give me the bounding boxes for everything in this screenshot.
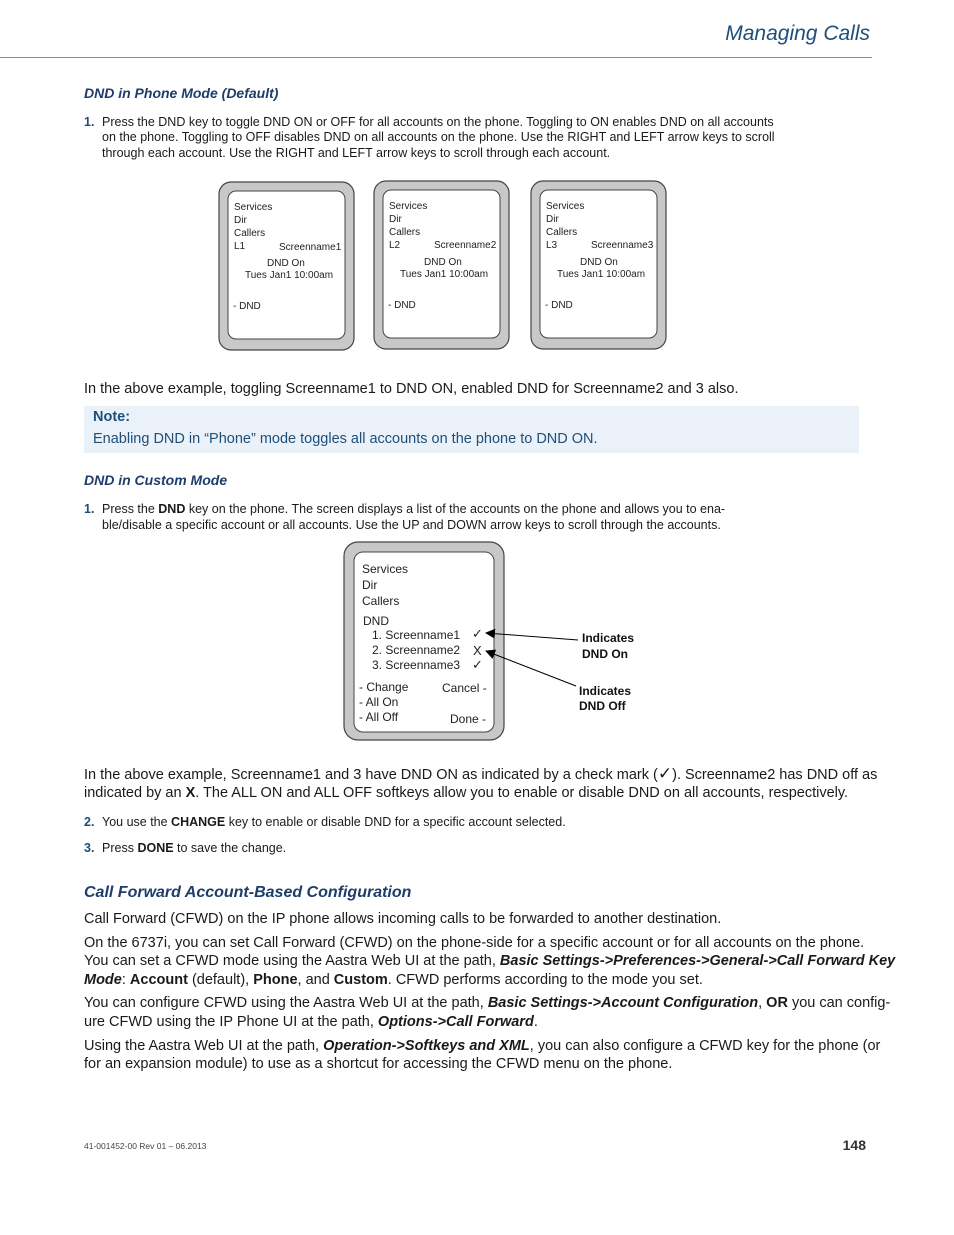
check-mark-icon: ✓ [472, 626, 483, 641]
step3-text: Press DONE to save the change. [102, 841, 287, 855]
note-text: Enabling DND in “Phone” mode toggles all accounts on the phone to DND ON. [93, 431, 598, 447]
all-on-softkey: - All On [359, 695, 399, 709]
step1-line3: through each account. Use the RIGHT and LEFT arrow keys to scroll through each account. [102, 146, 611, 160]
cfwd-paragraph-3-line2: ure CFWD using the IP Phone UI at the path, Options->Call Forward. [84, 1014, 538, 1030]
account-3: 3. Screenname3 [372, 658, 461, 672]
step-number: 1. [84, 502, 95, 516]
cfwd-paragraph-2-line2: You can set a CFWD mode using the Aastra Web UI at the path, Basic Settings->Preferences->General->Call Forward Key [84, 953, 896, 969]
screenname: Screenname1 [279, 242, 342, 253]
menu-dir: Dir [234, 215, 247, 226]
menu-dir: Dir [362, 578, 378, 592]
account-2: 2. Screenname2 [372, 643, 461, 657]
menu-callers: Callers [234, 228, 266, 239]
dnd-label: DND [363, 614, 389, 628]
line-label: L3 [546, 240, 558, 251]
all-off-softkey: - All Off [359, 710, 399, 724]
callout-dnd-on-line1: Indicates [582, 631, 635, 645]
cancel-softkey: Cancel - [442, 681, 487, 695]
section-title-cfwd: Call Forward Account-Based Configuration [84, 884, 412, 901]
page-number: 148 [842, 1137, 866, 1153]
section-title-phone-mode: DND in Phone Mode (Default) [84, 85, 279, 101]
dnd-softkey: - DND [233, 301, 261, 312]
callout-dnd-on-line2: DND On [582, 647, 628, 661]
chapter-title: Managing Calls [725, 22, 870, 45]
step-number: 2. [84, 815, 95, 829]
dnd-softkey: - DND [545, 300, 573, 311]
example-paragraph-2-line1: In the above example, Screenname1 and 3 have DND ON as indicated by a check mark (✓). Screenname2 has DND off as [84, 764, 878, 783]
cfwd-paragraph-3-line1: You can configure CFWD using the Aastra Web UI at the path, Basic Settings->Account Configuration, OR you can config- [84, 995, 891, 1011]
dnd-status: DND On [424, 257, 462, 268]
check-mark-icon: ✓ [657, 764, 673, 783]
cfwd-paragraph-4-line2: for an expansion module) to use as a shortcut for accessing the CFWD menu on the phone. [84, 1056, 673, 1072]
check-mark-icon: ✓ [472, 657, 483, 672]
menu-services: Services [389, 201, 428, 212]
custom-step1-line1: Press the DND key on the phone. The screen displays a list of the accounts on the phone and allows you to ena- [102, 502, 726, 516]
menu-services: Services [362, 562, 409, 576]
screenname: Screenname3 [591, 240, 654, 251]
screenname: Screenname2 [434, 240, 497, 251]
section-title-custom-mode: DND in Custom Mode [84, 472, 228, 488]
x-mark-icon: X [473, 643, 482, 658]
line-label: L2 [389, 240, 401, 251]
menu-services: Services [234, 202, 273, 213]
step-number: 3. [84, 841, 95, 855]
step2-text: You use the CHANGE key to enable or disable DND for a specific account selected. [102, 815, 566, 829]
done-softkey: Done - [450, 712, 487, 726]
footer-doc-number: 41-001452-00 Rev 01 – 06.2013 [84, 1141, 207, 1151]
menu-services: Services [546, 201, 585, 212]
custom-step1-line2: ble/disable a specific account or all accounts. Use the UP and DOWN arrow keys to scroll through the accounts. [102, 518, 721, 532]
datetime: Tues Jan1 10:00am [400, 269, 489, 280]
header-divider [0, 57, 872, 58]
custom-mode-phone-figure [340, 538, 650, 748]
step1-line2: on the phone. Toggling to OFF disables DND on all accounts on the phone. Use the RIGHT and LEFT arrow keys to scroll [102, 130, 775, 144]
callout-dnd-off-line1: Indicates [579, 684, 632, 698]
change-softkey: - Change [359, 680, 409, 694]
cfwd-paragraph-2-line3: Mode: Account (default), Phone, and Custom. CFWD performs according to the mode you set. [84, 972, 703, 988]
step1-line1: Press the DND key to toggle DND ON or OFF for all accounts on the phone. Toggling to ON enables DND on all accounts [102, 115, 774, 129]
dnd-status: DND On [580, 257, 618, 268]
menu-callers: Callers [546, 227, 578, 238]
menu-dir: Dir [389, 214, 402, 225]
datetime: Tues Jan1 10:00am [245, 270, 334, 281]
datetime: Tues Jan1 10:00am [557, 269, 646, 280]
cfwd-paragraph-2-line1: On the 6737i, you can set Call Forward (CFWD) on the phone-side for a specific account or for all accounts on the phone. [84, 935, 865, 951]
cfwd-paragraph-4-line1: Using the Aastra Web UI at the path, Operation->Softkeys and XML, you can also configure a CFWD key for the phone (or [84, 1038, 881, 1054]
account-1: 1. Screenname1 [372, 628, 461, 642]
menu-callers: Callers [362, 594, 400, 608]
dnd-status: DND On [267, 258, 305, 269]
dnd-softkey: - DND [388, 300, 416, 311]
phone-screen-2 [374, 181, 509, 349]
phone-screens-figure [215, 178, 675, 358]
step-number: 1. [84, 115, 95, 129]
phone-screen-3 [531, 181, 666, 349]
phone-screen-1 [219, 182, 354, 350]
menu-dir: Dir [546, 214, 559, 225]
callout-dnd-off-line2: DND Off [579, 699, 626, 713]
note-title: Note: [93, 409, 131, 425]
cfwd-paragraph-1: Call Forward (CFWD) on the IP phone allows incoming calls to be forwarded to another destination. [84, 911, 722, 927]
line-label: L1 [234, 241, 246, 252]
menu-callers: Callers [389, 227, 421, 238]
example-paragraph-1: In the above example, toggling Screenname1 to DND ON, enabled DND for Screenname2 and 3 also. [84, 381, 739, 397]
example-paragraph-2-line2: indicated by an X. The ALL ON and ALL OFF softkeys allow you to enable or disable DND on all accounts, respectively. [84, 785, 849, 801]
